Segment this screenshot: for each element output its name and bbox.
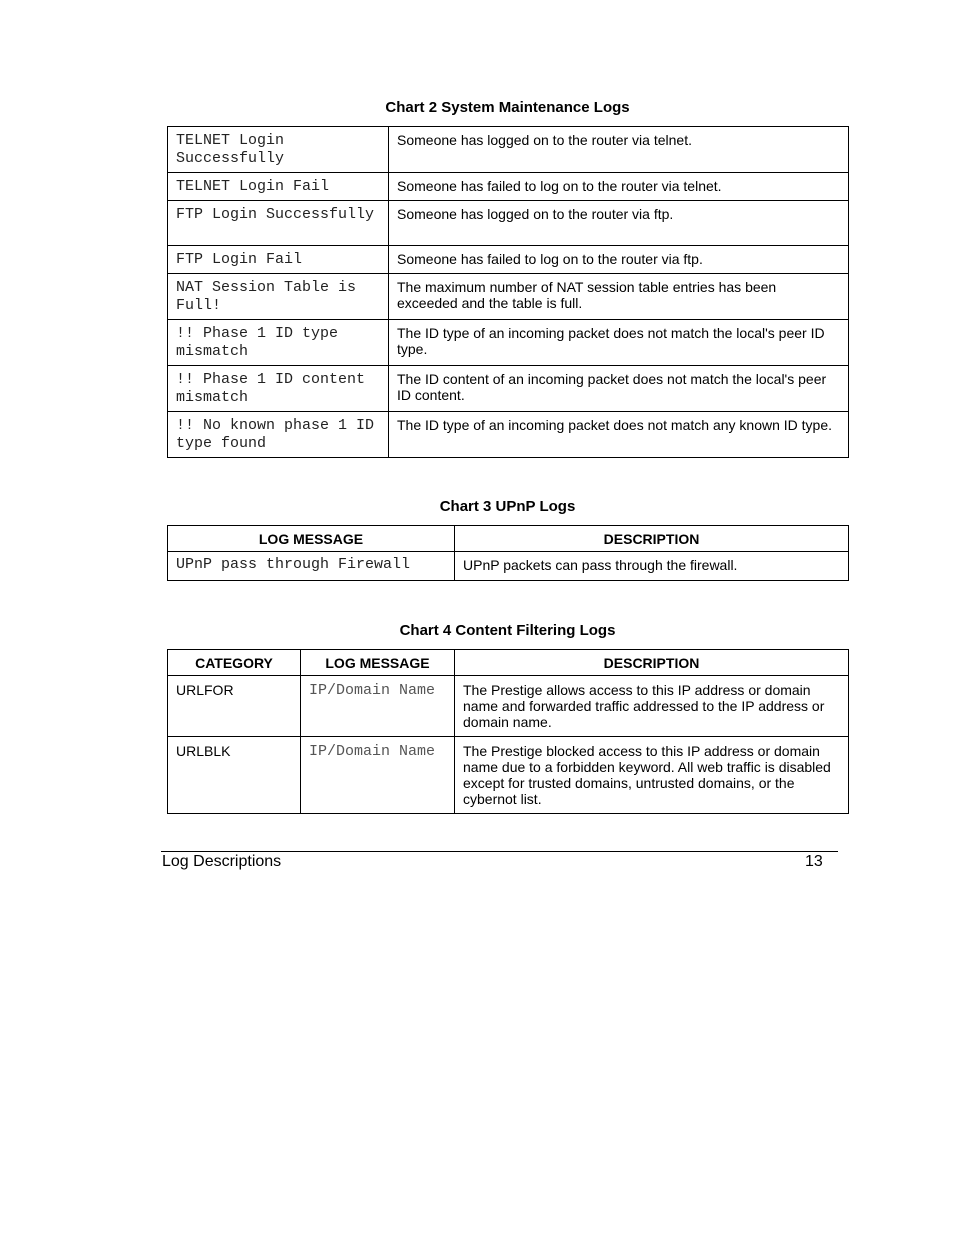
- table-row: [168, 676, 849, 737]
- table-row: [168, 412, 849, 458]
- chart2-caption: Chart 2 System Maintenance Logs: [385, 99, 630, 116]
- description-cell: Someone has failed to log on to the router via ftp.: [389, 246, 849, 274]
- footer-divider: [161, 851, 838, 852]
- log-message-cell: IP/Domain Name: [301, 676, 455, 737]
- footer-section-title: Log Descriptions: [162, 853, 282, 870]
- log-message-cell: !! Phase 1 ID type mismatch: [168, 320, 389, 366]
- table-header-row: [168, 526, 849, 552]
- description-cell: Someone has logged on to the router via ftp.: [389, 201, 849, 246]
- log-message-cell: !! Phase 1 ID content mismatch: [168, 366, 389, 412]
- column-header-log-message: LOG MESSAGE: [168, 526, 455, 552]
- system-maintenance-logs-table: [167, 126, 849, 458]
- column-header-category: CATEGORY: [168, 650, 301, 676]
- upnp-logs-table: [167, 525, 849, 581]
- description-cell: The maximum number of NAT session table entries has been exceeded and the table is full.: [389, 274, 849, 320]
- chart3-caption: Chart 3 UPnP Logs: [439, 498, 576, 515]
- column-header-log-message: LOG MESSAGE: [301, 650, 455, 676]
- content-filtering-logs-table: [167, 649, 849, 814]
- description-cell: Someone has logged on to the router via telnet.: [389, 127, 849, 173]
- log-message-cell: UPnP pass through Firewall: [168, 552, 455, 581]
- description-cell: The ID type of an incoming packet does not match the local's peer ID type.: [389, 320, 849, 366]
- table-header-row: [168, 650, 849, 676]
- log-message-cell: IP/Domain Name: [301, 737, 455, 814]
- table-row: [168, 246, 849, 274]
- log-message-cell: TELNET Login Fail: [168, 173, 389, 201]
- description-cell: Someone has failed to log on to the router via telnet.: [389, 173, 849, 201]
- description-cell: UPnP packets can pass through the firewall.: [455, 552, 849, 581]
- description-cell: The ID content of an incoming packet does not match the local's peer ID content.: [389, 366, 849, 412]
- description-cell: The Prestige allows access to this IP address or domain name and forwarded traffic addressed to the IP address or domain name.: [455, 676, 849, 737]
- column-header-description: DESCRIPTION: [455, 650, 849, 676]
- category-cell: URLFOR: [168, 676, 301, 737]
- table-row: [168, 320, 849, 366]
- log-message-cell: !! No known phase 1 ID type found: [168, 412, 389, 458]
- log-message-cell: TELNET Login Successfully: [168, 127, 389, 173]
- log-message-cell: FTP Login Fail: [168, 246, 389, 274]
- table-row: [168, 201, 849, 246]
- category-cell: URLBLK: [168, 737, 301, 814]
- log-message-cell: FTP Login Successfully: [168, 201, 389, 246]
- table-row: [168, 366, 849, 412]
- chart4-caption: Chart 4 Content Filtering Logs: [399, 622, 616, 639]
- log-message-cell: NAT Session Table is Full!: [168, 274, 389, 320]
- column-header-description: DESCRIPTION: [455, 526, 849, 552]
- table-row: [168, 173, 849, 201]
- table-row: [168, 737, 849, 814]
- description-cell: The Prestige blocked access to this IP address or domain name due to a forbidden keyword. All web traffic is disabled except for trusted domains, untrusted domains, or the cybernot list.: [455, 737, 849, 814]
- description-cell: The ID type of an incoming packet does not match any known ID type.: [389, 412, 849, 458]
- page-number: 13: [805, 853, 823, 870]
- table-row: [168, 274, 849, 320]
- table-row: [168, 552, 849, 581]
- table-row: [168, 127, 849, 173]
